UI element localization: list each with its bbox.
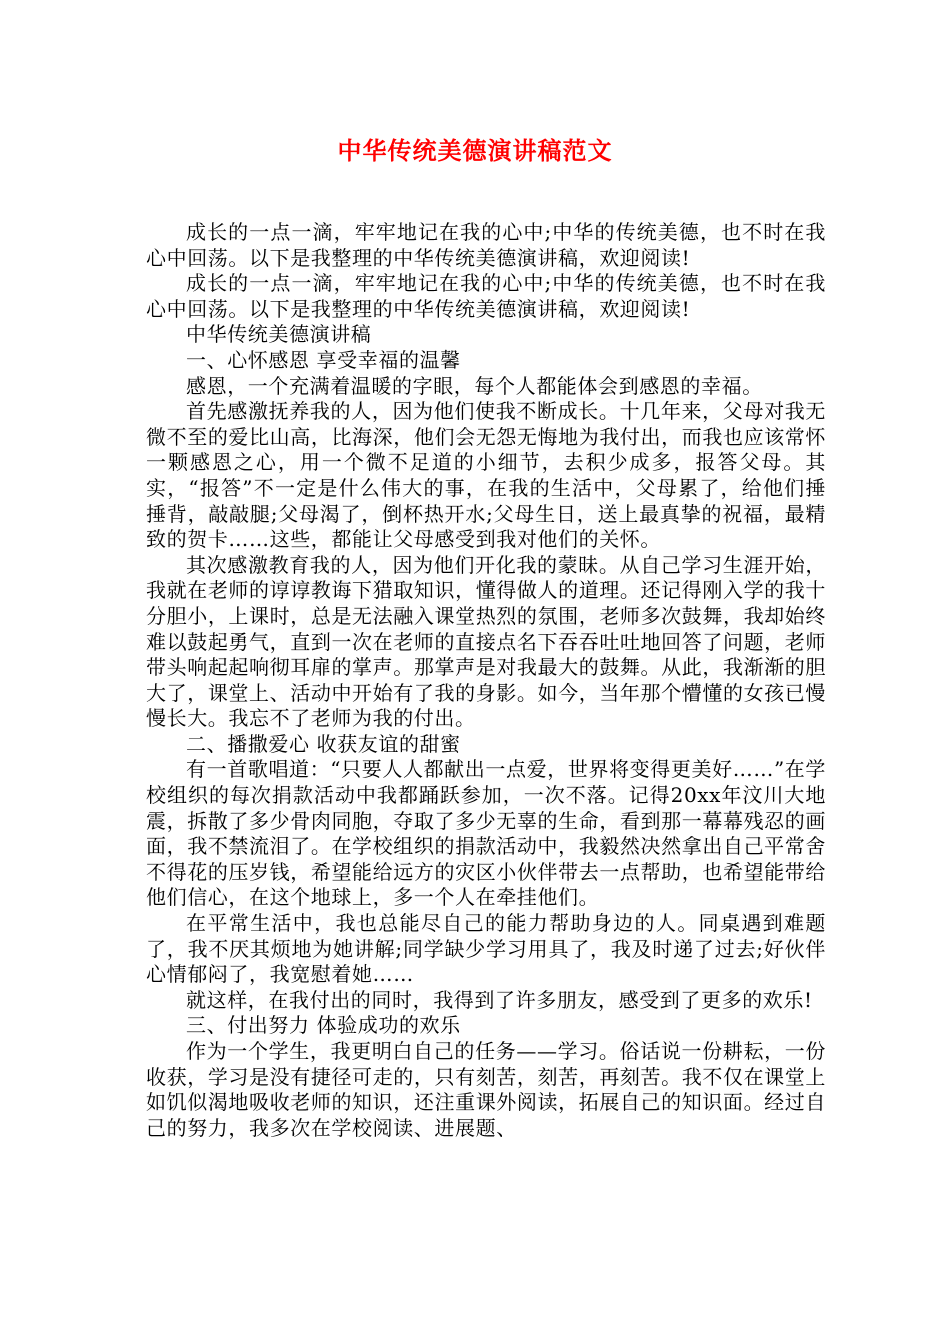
section-heading: 二、播撒爱心 收获友谊的甜蜜	[186, 731, 461, 756]
paragraph: 中华传统美德演讲稿	[186, 322, 372, 347]
section-heading: 三、付出努力 体验成功的欢乐	[186, 1013, 461, 1038]
paragraph: 就这样，在我付出的同时，我得到了许多朋友，感受到了更多的欢乐!	[186, 987, 813, 1012]
paragraph: 成长的一点一滴，牢牢地记在我的心中;中华的传统美德，也不时在我心中回荡。以下是我整理的中华传统美德演讲稿，欢迎阅读!	[146, 220, 826, 270]
paragraph: 有一首歌唱道：“只要人人都献出一点爱，世界将变得更美好……”在学校组织的每次捐款活动中我都踊跃参加，一次不落。记得20xx年汶川大地震，拆散了多少骨肉同胞，夺取了多少无辜的生命，看到那一幕幕残忍的画面，我不禁流泪了。在学校组织的捐款活动中，我毅然决然拿出自己平常舍不得花的压岁钱，希望能给远方的灾区小伙伴带去一点帮助，也希望能带给他们信心，在这个地球上，多一个人在牵挂他们。	[146, 757, 826, 910]
paragraph: 作为一个学生，我更明白自己的任务——学习。俗话说一份耕耘，一份收获，学习是没有捷径可走的，只有刻苦，刻苦，再刻苦。我不仅在课堂上如饥似渴地吸收老师的知识，还注重课外阅读，拓展自己的知识面。经过自己的努力，我多次在学校阅读、进展题、	[146, 1039, 826, 1140]
paragraph: 在平常生活中，我也总能尽自己的能力帮助身边的人。同桌遇到难题了，我不厌其烦地为她讲解;同学缺少学习用具了，我及时递了过去;好伙伴心情郁闷了，我宽慰着她……	[146, 911, 826, 987]
paragraph: 其次感激教育我的人，因为他们开化我的蒙昧。从自己学习生涯开始，我就在老师的谆谆教诲下猎取知识，懂得做人的道理。还记得刚入学的我十分胆小，上课时，总是无法融入课堂热烈的氛围，老师多次鼓舞，我却始终难以鼓起勇气，直到一次在老师的直接点名下吞吞吐吐地回答了问题，老师带头响起起响彻耳扉的掌声。那掌声是对我最大的鼓舞。从此，我渐渐的胆大了，课堂上、活动中开始有了我的身影。如今，当年那个懵懂的女孩已慢慢长大。我忘不了老师为我的付出。	[146, 552, 826, 731]
paragraph: 感恩，一个充满着温暖的字眼，每个人都能体会到感恩的幸福。	[186, 373, 763, 398]
paragraph: 成长的一点一滴，牢牢地记在我的心中;中华的传统美德，也不时在我心中回荡。以下是我整理的中华传统美德演讲稿，欢迎阅读!	[146, 271, 826, 321]
document-body	[146, 220, 826, 1141]
document-title: 中华传统美德演讲稿范文	[337, 137, 613, 165]
section-heading: 一、心怀感恩 享受幸福的温馨	[186, 347, 461, 372]
paragraph: 首先感激抚养我的人，因为他们使我不断成长。十几年来，父母对我无微不至的爱比山高，比海深，他们会无怨无悔地为我付出，而我也应该常怀一颗感恩之心，用一个微不足道的小细节，去积少成多，报答父母。其实，“报答”不一定是什么伟大的事，在我的生活中，父母累了，给他们捶捶背，敲敲腿;父母渴了，倒杯热开水;父母生日，送上最真挚的祝福，最精致的贺卡……这些，都能让父母感受到我对他们的关怀。	[146, 399, 826, 552]
